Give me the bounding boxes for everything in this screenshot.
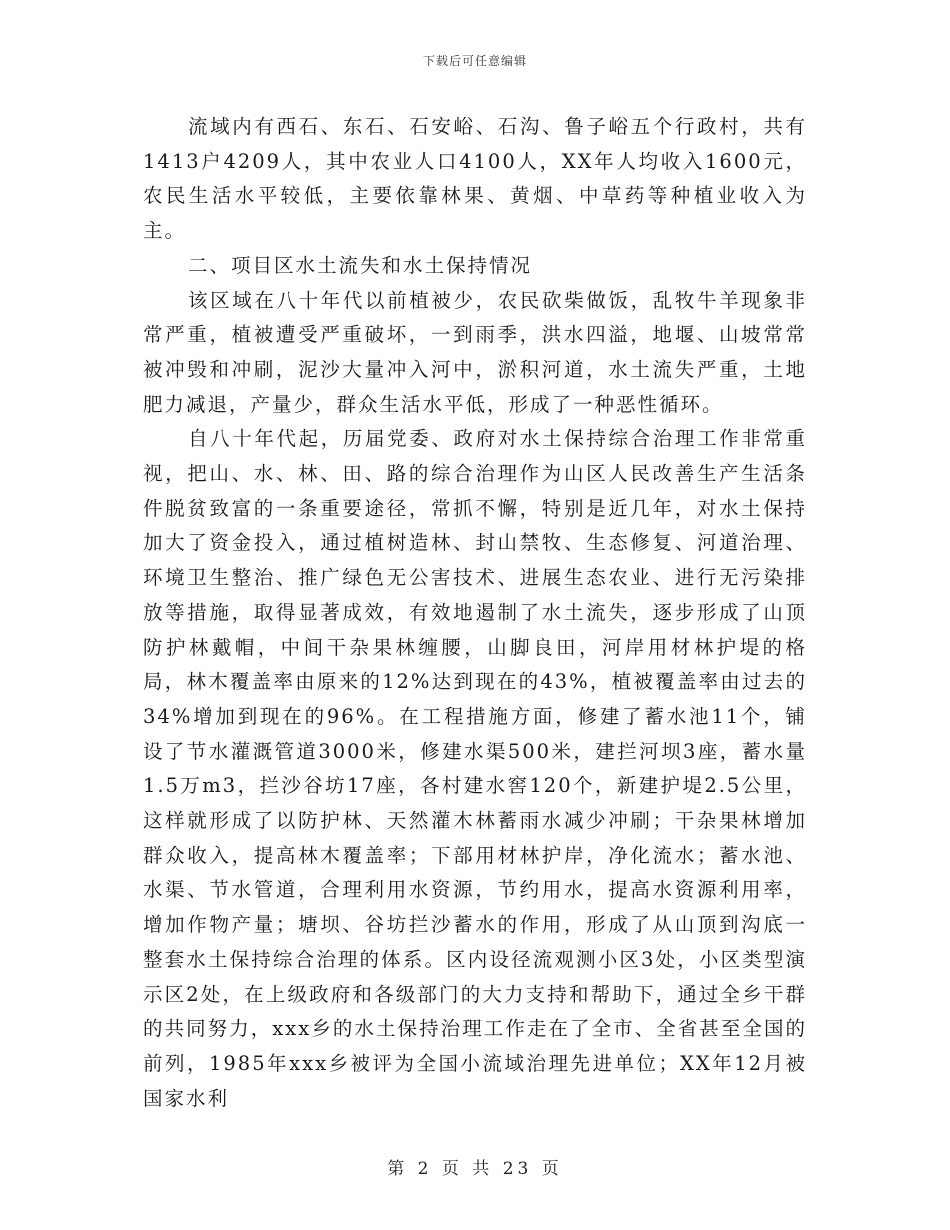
paragraph-history: 该区域在八十年代以前植被少，农民砍柴做饭，乱牧牛羊现象非常严重，植被遭受严重破坏，一到雨季，洪水四溢，地堰、山坡常常被冲毁和冲刷，泥沙大量冲入河中，淤积河道，水土流失严重，土地肥力减退，产量少，群众生活水平低，形成了一种恶性循环。 (143, 288, 807, 416)
page-number: 第 2 页 共 23 页 (387, 1159, 563, 1179)
document-body (143, 110, 807, 1116)
page-header-note: 下载后可任意编辑 (422, 54, 527, 68)
paragraph-villages: 流域内有西石、东石、石安峪、石沟、鲁子峪五个行政村，共有1413户4209人，其中农业人口4100人，XX年人均收入1600元，农民生活水平较低，主要依靠林果、黄烟、中草药等种植业收入为主。 (143, 115, 807, 243)
section-heading: 二、项目区水土流失和水土保持情况 (188, 253, 533, 277)
paragraph-achievements: 自八十年代起，历届党委、政府对水土保持综合治理工作非常重视，把山、水、林、田、路的综合治理作为山区人民改善生产生活条件脱贫致富的一条重要途径，常抓不懈，特别是近几年，对水土保持加大了资金投入，通过植树造林、封山禁牧、生态修复、河道治理、环境卫生整治、推广绿色无公害技术、进展生态农业、进行无污染排放等措施，取得显著成效，有效地遏制了水土流失，逐步形成了山顶防护林戴帽，中间干杂果林缠腰，山脚良田，河岸用材林护堤的格局，林木覆盖率由原来的12%达到现在的43%，植被覆盖率由过去的34%增加到现在的96%。在工程措施方面，修建了蓄水池11个，铺设了节水灌溉管道3000米，修建水渠500米，建拦河坝3座，蓄水量1.5万m3，拦沙谷坊17座，各村建水窖120个，新建护堤2.5公里，这样就形成了以防护林、天然灌木林蓄雨水减少冲刷；干杂果林增加群众收入，提高林木覆盖率；下部用材林护岸，净化流水；蓄水池、水渠、节水管道，合理利用水资源，节约用水，提高水资源利用率，增加作物产量；塘坝、谷坊拦沙蓄水的作用，形成了从山顶到沟底一整套水土保持综合治理的体系。区内设径流观测小区3处，小区类型演示区2处，在上级政府和各级部门的大力支持和帮助下，通过全乡干群的共同努力，xxx乡的水土保持治理工作走在了全市、全省甚至全国的前列，1985年xxx乡被评为全国小流域治理先进单位；XX年12月被国家水利 (143, 427, 807, 1110)
